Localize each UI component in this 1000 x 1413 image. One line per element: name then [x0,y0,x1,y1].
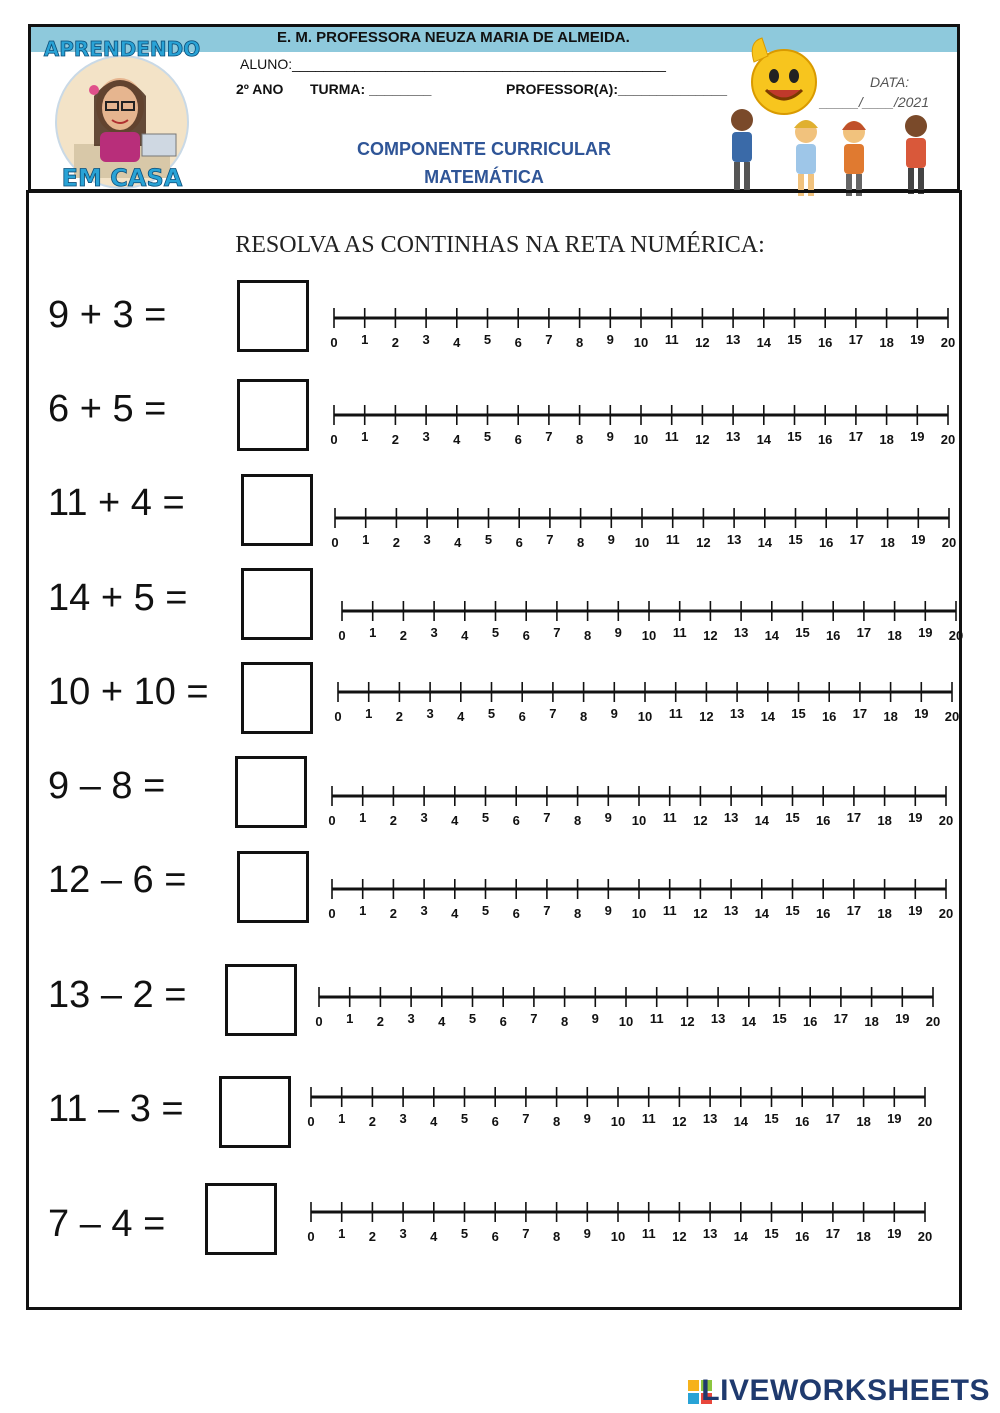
number-line [326,300,956,354]
number-line-label: 16 [821,709,837,724]
number-line-label: 7 [549,706,557,721]
number-line-label: 15 [791,706,806,721]
number-line-label: 17 [825,1111,841,1126]
number-line-label: 3 [420,903,428,918]
number-line-label: 12 [703,628,718,643]
number-line-label: 18 [887,628,902,643]
number-line [303,1079,933,1133]
number-line-label: 19 [887,1111,902,1126]
number-line-label: 9 [606,429,614,444]
number-line-label: 4 [453,432,461,447]
number-line-label: 9 [614,625,622,640]
number-line-label: 13 [725,332,741,347]
data-label: DATA: [870,74,910,90]
number-line-label: 16 [815,906,831,921]
number-line-label: 0 [330,335,338,350]
number-line-label: 5 [487,706,496,721]
number-line-label: 3 [399,1111,407,1126]
exercise-expression: 10 + 10 = [48,671,209,713]
number-line-label: 3 [430,625,438,640]
answer-box[interactable] [237,379,309,451]
number-line-label: 20 [938,906,954,921]
number-line-label: 14 [754,906,770,921]
number-line-label: 12 [699,709,714,724]
number-line-label: 0 [307,1229,315,1244]
number-line-label: 3 [423,532,431,547]
number-line-label: 8 [560,1014,569,1029]
number-line-label: 4 [451,906,459,921]
number-line-label: 15 [772,1011,787,1026]
number-line-label: 6 [491,1229,499,1244]
number-line-label: 12 [696,535,711,550]
badge-bottom-text: EM CASA [61,164,183,192]
number-line-label: 9 [591,1011,599,1026]
number-line [303,1194,933,1248]
number-line-label: 14 [741,1014,757,1029]
number-line-label: 17 [852,706,868,721]
number-line-label: 7 [543,810,551,825]
number-line-label: 12 [693,906,708,921]
exercise-expression: 14 + 5 = [48,577,188,619]
number-line-label: 7 [522,1111,530,1126]
number-line [330,674,960,728]
number-line-label: 2 [392,535,401,550]
number-line-label: 4 [438,1014,446,1029]
exercise-expression: 11 + 4 = [48,482,185,524]
turma-field[interactable]: TURMA: ________ [310,81,432,97]
number-line-label: 1 [362,532,370,547]
aluno-field[interactable]: ALUNO:________________________________________________ [240,56,666,72]
number-line-label: 1 [338,1111,346,1126]
number-line-label: 8 [575,335,584,350]
answer-box[interactable] [241,662,313,734]
number-line-label: 10 [633,335,649,350]
number-line-label: 13 [702,1226,718,1241]
number-line-label: 10 [631,813,647,828]
number-line-label: 4 [454,535,462,550]
number-line-label: 9 [604,903,612,918]
number-line-label: 16 [817,432,833,447]
number-line-label: 8 [576,535,585,550]
number-line-label: 15 [787,429,802,444]
number-line-label: 18 [877,813,892,828]
number-line-label: 17 [848,332,864,347]
number-line-label: 12 [672,1114,687,1129]
number-line-label: 9 [604,810,612,825]
number-line-label: 19 [908,810,923,825]
number-line-label: 19 [911,532,926,547]
number-line-label: 2 [389,813,398,828]
number-line-label: 2 [391,335,400,350]
number-line-label: 2 [389,906,398,921]
number-line-label: 8 [552,1229,561,1244]
answer-box[interactable] [219,1076,291,1148]
number-line-label: 19 [918,625,933,640]
number-line-label: 0 [331,535,339,550]
number-line-label: 20 [940,335,956,350]
number-line-label: 10 [610,1114,626,1129]
number-line-label: 20 [917,1229,933,1244]
exercise-expression: 7 – 4 = [48,1203,166,1245]
number-line-label: 10 [633,432,649,447]
number-line-label: 9 [607,532,615,547]
number-line [324,778,954,832]
number-line-label: 16 [794,1229,810,1244]
number-line-label: 11 [665,532,680,547]
number-line-label: 18 [877,906,892,921]
number-line-label: 2 [399,628,408,643]
number-line [334,593,964,647]
number-line-label: 5 [460,1226,469,1241]
number-line-label: 15 [764,1226,779,1241]
number-line-label: 12 [695,432,710,447]
number-line-label: 3 [422,429,430,444]
number-line-label: 14 [733,1229,749,1244]
number-line-label: 20 [938,813,954,828]
number-line-label: 10 [634,535,650,550]
number-line-label: 14 [757,535,773,550]
number-line-label: 14 [756,432,772,447]
answer-box[interactable] [237,280,309,352]
number-line-label: 3 [426,706,434,721]
number-line-label: 0 [307,1114,315,1129]
number-line-label: 13 [729,706,745,721]
exercise-expression: 9 – 8 = [48,765,166,807]
answer-box[interactable] [241,474,313,546]
number-line-label: 16 [817,335,833,350]
number-line [327,500,957,554]
number-line-label: 3 [407,1011,415,1026]
number-line-label: 8 [583,628,592,643]
componente-curricular: COMPONENTE CURRICULAR [357,139,611,159]
number-line-label: 11 [641,1226,656,1241]
number-line-label: 4 [430,1114,438,1129]
number-line-label: 15 [788,532,803,547]
number-line-label: 2 [391,432,400,447]
number-line-label: 12 [693,813,708,828]
number-line-label: 16 [815,813,831,828]
number-line-label: 4 [461,628,469,643]
number-line-label: 17 [825,1226,841,1241]
number-line-label: 6 [514,335,522,350]
number-line-label: 19 [914,706,929,721]
number-line-label: 1 [338,1226,346,1241]
number-line-label: 11 [664,429,679,444]
number-line-label: 7 [553,625,561,640]
number-line-label: 16 [802,1014,818,1029]
number-line-label: 6 [499,1014,507,1029]
number-line-label: 8 [579,709,588,724]
number-line-label: 2 [395,709,404,724]
number-line-label: 12 [680,1014,695,1029]
number-line-label: 5 [491,625,500,640]
badge-top-text: APRENDENDO [43,37,201,61]
number-line-label: 14 [754,813,770,828]
number-line-label: 18 [856,1114,871,1129]
number-line-label: 1 [365,706,373,721]
number-line-label: 11 [662,903,677,918]
number-line-label: 4 [457,709,465,724]
number-line-label: 1 [361,332,369,347]
number-line-label: 13 [702,1111,718,1126]
number-line-label: 5 [483,332,492,347]
number-line-label: 7 [545,332,553,347]
exercise-expression: 12 – 6 = [48,859,187,901]
number-line-label: 13 [725,429,741,444]
number-line-label: 17 [846,810,862,825]
number-line-label: 15 [795,625,810,640]
aprendendo-em-casa-logo [34,26,214,192]
number-line-label: 2 [368,1114,377,1129]
answer-box[interactable] [225,964,297,1036]
number-line-label: 19 [910,429,925,444]
number-line-label: 3 [422,332,430,347]
ano-label: 2º ANO [236,81,284,97]
number-line-label: 8 [573,906,582,921]
number-line-label: 13 [726,532,742,547]
number-line-label: 7 [546,532,554,547]
number-line-label: 18 [856,1229,871,1244]
number-line-label: 12 [695,335,710,350]
number-line-label: 1 [359,903,367,918]
number-line-label: 10 [618,1014,634,1029]
number-line-label: 5 [460,1111,469,1126]
number-line-label: 19 [887,1226,902,1241]
content-box [26,190,962,1310]
number-line-label: 9 [583,1226,591,1241]
number-line-label: 18 [883,709,898,724]
number-line-label: 6 [512,813,520,828]
number-line-label: 4 [453,335,461,350]
componente-materia: MATEMÁTICA [424,167,544,187]
number-line-label: 20 [940,432,956,447]
number-line-label: 1 [369,625,377,640]
data-field[interactable]: _____/____/2021 [820,94,929,110]
number-line-label: 9 [583,1111,591,1126]
number-line-label: 8 [552,1114,561,1129]
answer-box[interactable] [205,1183,277,1255]
number-line-label: 5 [481,810,490,825]
number-line-label: 7 [545,429,553,444]
school-name: E. M. PROFESSORA NEUZA MARIA DE ALMEIDA. [277,29,630,46]
number-line-label: 6 [515,535,523,550]
number-line-label: 4 [451,813,459,828]
number-line-label: 14 [733,1114,749,1129]
number-line-label: 10 [631,906,647,921]
number-line-label: 16 [794,1114,810,1129]
number-line [311,979,941,1033]
number-line-label: 20 [941,535,957,550]
number-line-label: 5 [481,903,490,918]
answer-box[interactable] [235,756,307,828]
kids-emoji-illustration [722,32,962,200]
number-line-label: 17 [848,429,864,444]
number-line-label: 18 [879,432,894,447]
number-line-label: 17 [856,625,872,640]
number-line-label: 16 [825,628,841,643]
number-line-label: 6 [512,906,520,921]
number-line-label: 10 [610,1229,626,1244]
number-line-label: 0 [328,906,336,921]
number-line-label: 13 [723,810,739,825]
number-line-label: 13 [723,903,739,918]
number-line-label: 6 [491,1114,499,1129]
number-line-label: 2 [368,1229,377,1244]
number-line-label: 17 [846,903,862,918]
exercise-expression: 13 – 2 = [48,974,187,1016]
number-line-label: 19 [910,332,925,347]
number-line-label: 15 [764,1111,779,1126]
number-line-label: 20 [948,628,964,643]
number-line-label: 8 [573,813,582,828]
number-line [326,397,956,451]
number-line-label: 17 [849,532,865,547]
number-line-label: 7 [522,1226,530,1241]
exercise-expression: 9 + 3 = [48,294,167,336]
number-line-label: 4 [430,1229,438,1244]
number-line-label: 12 [672,1229,687,1244]
number-line-label: 15 [787,332,802,347]
number-line-label: 1 [359,810,367,825]
number-line-label: 11 [641,1111,656,1126]
number-line-label: 7 [530,1011,538,1026]
number-line-label: 17 [833,1011,849,1026]
number-line-label: 13 [710,1011,726,1026]
number-line-label: 20 [925,1014,941,1029]
number-line-label: 9 [610,706,618,721]
number-line-label: 14 [760,709,776,724]
number-line-label: 11 [668,706,683,721]
professor-field[interactable]: PROFESSOR(A):______________ [506,81,728,97]
number-line-label: 1 [361,429,369,444]
number-line-label: 18 [879,335,894,350]
number-line-label: 13 [733,625,749,640]
number-line-label: 14 [764,628,780,643]
number-line-label: 0 [334,709,342,724]
number-line-label: 5 [483,429,492,444]
exercise-expression: 6 + 5 = [48,388,167,430]
number-line-label: 18 [864,1014,879,1029]
number-line-label: 0 [330,432,338,447]
number-line [324,871,954,925]
number-line-label: 0 [328,813,336,828]
number-line-label: 10 [641,628,657,643]
number-line-label: 18 [880,535,895,550]
number-line-label: 11 [672,625,687,640]
number-line-label: 5 [468,1011,477,1026]
number-line-label: 20 [944,709,960,724]
number-line-label: 3 [399,1226,407,1241]
liveworksheets-watermark: LIVEWORKSHEETS [701,1374,990,1407]
number-line-label: 6 [514,432,522,447]
number-line-label: 11 [664,332,679,347]
number-line-label: 1 [346,1011,354,1026]
number-line-label: 0 [315,1014,323,1029]
answer-box[interactable] [241,568,313,640]
number-line-label: 10 [637,709,653,724]
number-line-label: 15 [785,903,800,918]
number-line-label: 0 [338,628,346,643]
exercise-expression: 11 – 3 = [48,1088,184,1130]
number-line-label: 11 [649,1011,664,1026]
number-line-label: 16 [818,535,834,550]
number-line-label: 8 [575,432,584,447]
number-line-label: 3 [420,810,428,825]
number-line-label: 9 [606,332,614,347]
answer-box[interactable] [237,851,309,923]
number-line-label: 2 [376,1014,385,1029]
number-line-label: 20 [917,1114,933,1129]
number-line-label: 19 [908,903,923,918]
number-line-label: 5 [484,532,493,547]
number-line-label: 19 [895,1011,910,1026]
number-line-label: 7 [543,903,551,918]
number-line-label: 6 [522,628,530,643]
number-line-label: 11 [662,810,677,825]
instruction: RESOLVA AS CONTINHAS NA RETA NUMÉRICA: [235,232,765,258]
number-line-label: 14 [756,335,772,350]
number-line-label: 15 [785,810,800,825]
number-line-label: 6 [518,709,526,724]
